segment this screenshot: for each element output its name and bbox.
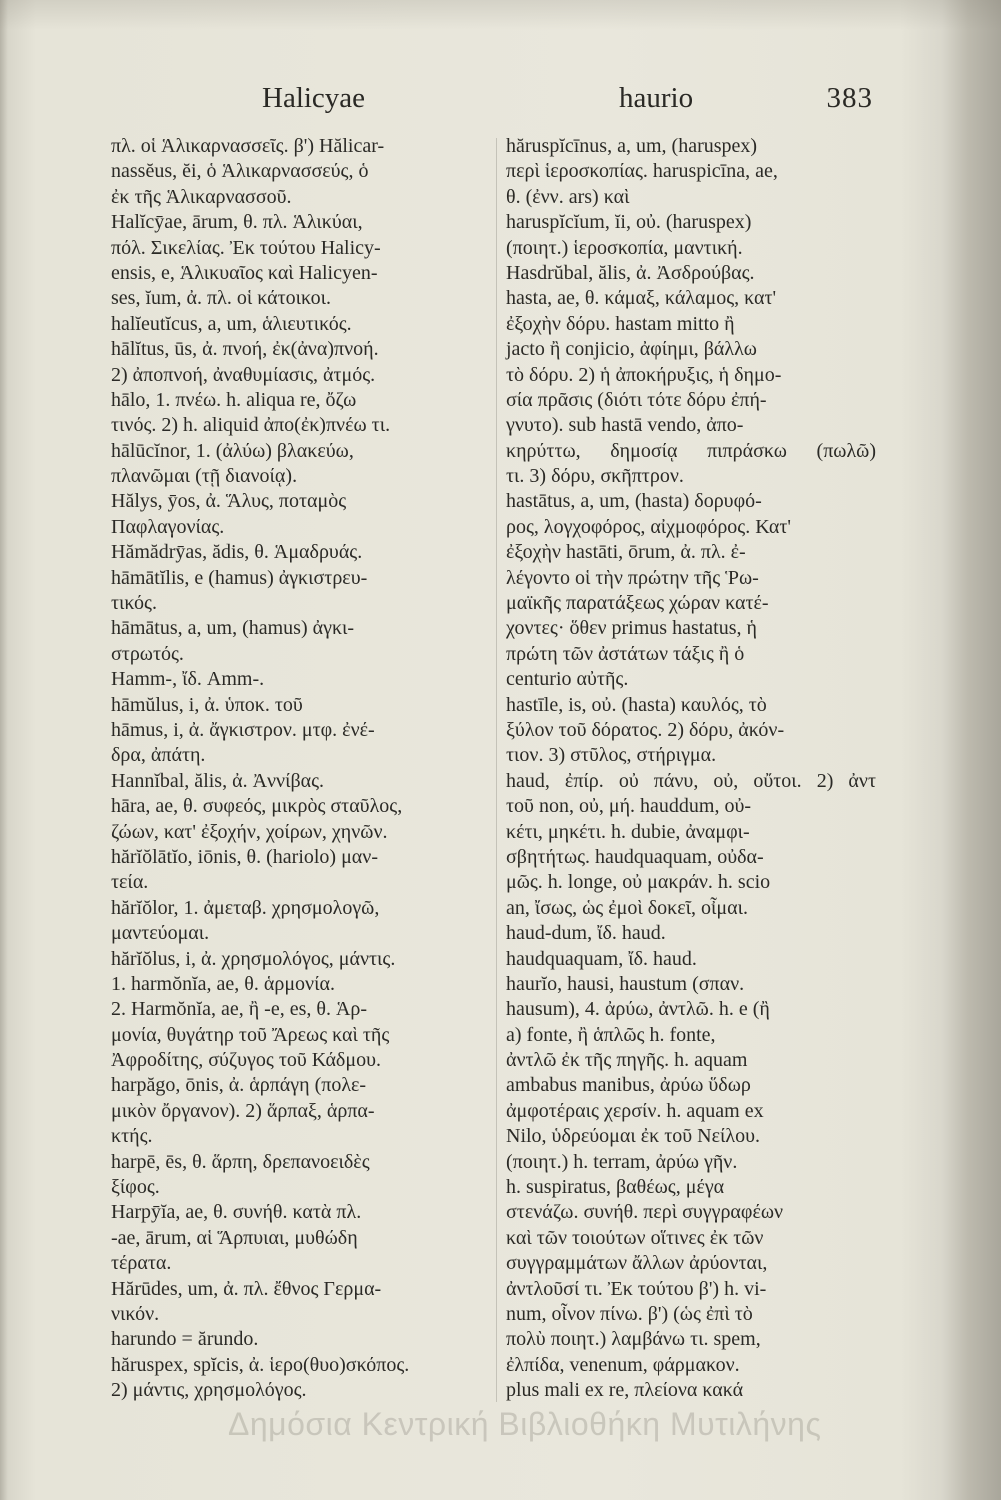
dictionary-line-text: ξίφος.: [111, 1176, 160, 1199]
dictionary-line-text: ζώων, κατ' ἐξοχήν, χοίρων, χηνῶν.: [111, 820, 388, 843]
dictionary-line: [506, 312, 876, 337]
dictionary-line: [111, 997, 487, 1022]
running-head-first-entry: Halicyae: [262, 82, 366, 114]
running-head-last-entry: haurio: [619, 82, 694, 114]
dictionary-line-text: hastātus, a, um, (hasta) δορυφό-: [506, 490, 762, 513]
dictionary-line-text: Hamm-, ἴδ. Amm-.: [111, 668, 265, 691]
dictionary-line: [111, 896, 487, 921]
dictionary-line-text: πλανῶμαι (τῇ διανοίᾳ).: [111, 465, 298, 488]
dictionary-line-text: τέρατα.: [111, 1252, 172, 1275]
dictionary-line: [506, 210, 876, 235]
dictionary-line: [506, 718, 876, 743]
dictionary-line: [111, 540, 487, 565]
dictionary-line-text: harpē, ēs, θ. ἅρπη, δρεπανοειδὲς: [111, 1150, 370, 1173]
dictionary-line-text: hărĭŏlātĭo, iōnis, θ. (hariolo) μαν-: [111, 845, 378, 868]
dictionary-line-text: μονία, θυγάτηρ τοῦ Ἄρεως καὶ τῆς: [111, 1023, 390, 1046]
dictionary-line: [111, 413, 487, 438]
dictionary-line-text: κηρύττω, δημοσίᾳ πιπράσκω (πωλῶ): [506, 439, 876, 462]
dictionary-line: [506, 566, 876, 591]
dictionary-line: [506, 1302, 876, 1327]
dictionary-line-text: h. suspiratus, βαθέως, μέγα: [506, 1176, 725, 1199]
dictionary-line: [111, 1200, 487, 1225]
dictionary-line-text: hausum), 4. ἀρύω, ἀντλῶ. h. e (ἢ: [506, 998, 770, 1021]
dictionary-line: [111, 566, 487, 591]
dictionary-line: [111, 921, 487, 946]
dictionary-line: [506, 667, 876, 692]
dictionary-line-text: hāra, ae, θ. συφεός, μικρὸς σταῦλος,: [111, 795, 403, 818]
dictionary-line: [111, 820, 487, 845]
dictionary-line: [506, 1099, 876, 1124]
dictionary-line-text: Halĭcȳae, ārum, θ. πλ. Ἁλικύαι,: [111, 211, 363, 234]
dictionary-line-text: 2) ἀποπνοή, ἀναθυμίασις, ἀτμός.: [111, 363, 376, 386]
library-watermark: Δημόσια Κεντρική Βιβλιοθήκη Μυτιλήνης: [228, 1406, 822, 1442]
dictionary-line-text: ses, ĭum, ἀ. πλ. οἱ κάτοικοι.: [111, 287, 332, 310]
dictionary-line: [111, 1327, 487, 1352]
dictionary-line: [111, 286, 487, 311]
dictionary-line: [111, 388, 487, 413]
dictionary-line: [111, 667, 487, 692]
dictionary-line-text: συγγραμμάτων ἄλλων ἀρύονται,: [506, 1252, 768, 1275]
dictionary-line: [506, 997, 876, 1022]
dictionary-line: [506, 1023, 876, 1048]
dictionary-line-text: περὶ ἱεροσκοπίας. haruspicīna, ae,: [506, 160, 778, 183]
dictionary-line-text: 2) μάντις, χρησμολόγος.: [111, 1379, 307, 1402]
dictionary-line-text: Harpȳĭa, ae, θ. συνήθ. κατὰ πλ.: [111, 1201, 362, 1224]
dictionary-line-text: Παφλαγονίας.: [111, 515, 225, 538]
dictionary-line-text: jacto ἢ conjicio, ἀφίημι, βάλλω: [506, 338, 757, 361]
dictionary-line-text: haud, ἐπίρ. οὐ πάνυ, οὐ, οὔτοι. 2) ἀντ: [506, 769, 876, 792]
dictionary-line: [111, 337, 487, 362]
dictionary-line-text: hărĭŏlus, i, ἀ. χρησμολόγος, μάντις.: [111, 947, 396, 970]
dictionary-line-text: λέγοντο οἱ τὴν πρώτην τῆς Ῥω-: [506, 566, 759, 589]
dictionary-line: [506, 642, 876, 667]
dictionary-line-text: hāmŭlus, i, ἀ. ὑποκ. τοῦ: [111, 693, 303, 716]
dictionary-line: [111, 972, 487, 997]
dictionary-line: [506, 363, 876, 388]
dictionary-line-text: ambabus manibus, ἀρύω ὕδωρ: [506, 1074, 751, 1097]
dictionary-line: [111, 947, 487, 972]
dictionary-line: [111, 1073, 487, 1098]
dictionary-line-text: a) fonte, ἢ ἁπλῶς h. fonte,: [506, 1023, 716, 1046]
dictionary-line: [506, 1124, 876, 1149]
dictionary-line: [506, 693, 876, 718]
dictionary-line-text: (ποιητ.) ἱεροσκοπία, μαντική.: [506, 236, 743, 259]
right-column: [506, 134, 876, 1404]
dictionary-line-text: -ae, ārum, αἱ Ἅρπυιαι, μυθώδη: [111, 1226, 358, 1249]
dictionary-line: [506, 769, 876, 794]
dictionary-line: [111, 1048, 487, 1073]
dictionary-line-text: hāmātus, a, um, (hamus) ἀγκι-: [111, 617, 355, 640]
dictionary-line: [506, 1175, 876, 1200]
dictionary-line: [111, 515, 487, 540]
dictionary-line-text: ensis, e, Ἁλικυαῖος καὶ Halicyen-: [111, 261, 378, 284]
dictionary-line: [111, 159, 487, 184]
dictionary-line: [506, 947, 876, 972]
dictionary-line: [111, 1226, 487, 1251]
dictionary-line-text: σβητήτως. haudquaquam, οὐδα-: [506, 845, 764, 868]
dictionary-line: [506, 1378, 876, 1403]
dictionary-line: [111, 769, 487, 794]
dictionary-line-text: hărĭŏlor, 1. ἀμεταβ. χρησμολογῶ,: [111, 896, 380, 919]
page-number: 383: [826, 82, 873, 114]
dictionary-line-text: (ποιητ.) h. terram, ἀρύω γῆν.: [506, 1150, 738, 1173]
dictionary-line: [506, 236, 876, 261]
dictionary-line-text: harpăgo, ōnis, ἀ. ἁρπάγη (πολε-: [111, 1074, 367, 1097]
dictionary-line-text: plus mali ex re, πλείονα κακά: [506, 1379, 744, 1402]
dictionary-line: [111, 616, 487, 641]
dictionary-line: [506, 159, 876, 184]
dictionary-line: [506, 261, 876, 286]
dictionary-line: [506, 1226, 876, 1251]
dictionary-line: [111, 642, 487, 667]
dictionary-line-text: haruspĭcĭum, ĭi, οὐ. (haruspex): [506, 211, 752, 234]
dictionary-line: [111, 870, 487, 895]
dictionary-line: [506, 388, 876, 413]
dictionary-line-text: τινός. 2) h. aliquid ἀπο(ἐκ)πνέω τι.: [111, 414, 391, 437]
dictionary-line-text: hālĭtus, ūs, ἀ. πνοή, ἐκ(ἀνα)πνοή.: [111, 338, 379, 361]
dictionary-line: [506, 794, 876, 819]
dictionary-line-text: πλ. οἱ Ἁλικαρνασσεῖς. β') Hălicar-: [111, 135, 385, 157]
dictionary-line: [506, 820, 876, 845]
dictionary-line: [506, 1150, 876, 1175]
dictionary-line-text: 1. harmŏnĭa, ae, θ. ἁρμονία.: [111, 972, 335, 995]
dictionary-line-text: ἐκ τῆς Ἁλικαρνασσοῦ.: [111, 185, 292, 208]
dictionary-line: [111, 845, 487, 870]
dictionary-line-text: Hălys, ȳos, ἀ. Ἅλυς, ποταμὸς: [111, 490, 347, 513]
dictionary-line: [506, 337, 876, 362]
dictionary-line: [111, 743, 487, 768]
dictionary-line: [506, 921, 876, 946]
dictionary-line: [111, 363, 487, 388]
dictionary-line-text: ἀντλῶ ἐκ τῆς πηγῆς. h. aquam: [506, 1049, 748, 1072]
dictionary-line: [111, 236, 487, 261]
dictionary-line: [111, 1302, 487, 1327]
dictionary-line-text: hālūcĭnor, 1. (ἀλύω) βλακεύω,: [111, 439, 354, 462]
dictionary-line-text: σία πρᾶσις (διότι τότε δόρυ ἐπή-: [506, 388, 767, 411]
dictionary-line-text: hāmus, i, ἀ. ἄγκιστρον. μτφ. ἐνέ-: [111, 718, 375, 741]
dictionary-line-text: haudquaquam, ἴδ. haud.: [506, 947, 697, 970]
dictionary-line-text: μῶς. h. longe, οὐ μακράν. h. scio: [506, 871, 771, 894]
dictionary-line: [111, 210, 487, 235]
dictionary-line-text: hastīle, is, οὐ. (hasta) καυλός, τὸ: [506, 693, 767, 716]
dictionary-line: [111, 1150, 487, 1175]
dictionary-line-text: δρα, ἀπάτη.: [111, 744, 206, 767]
dictionary-line: [506, 591, 876, 616]
dictionary-line: [111, 1124, 487, 1149]
dictionary-line-text: τεία.: [111, 871, 149, 894]
dictionary-line: [111, 1277, 487, 1302]
dictionary-line-text: τικός.: [111, 592, 157, 615]
dictionary-line-text: Ἀφροδίτης, σύζυγος τοῦ Κάδμου.: [111, 1049, 381, 1072]
dictionary-line: [506, 1327, 876, 1352]
dictionary-line-text: Hannĭbal, ălis, ἀ. Ἀννίβας.: [111, 769, 325, 792]
dictionary-line: [506, 439, 876, 464]
dictionary-line-text: hăruspĭcīnus, a, um, (haruspex): [506, 135, 758, 157]
dictionary-line: [111, 1023, 487, 1048]
dictionary-line: [506, 1251, 876, 1276]
dictionary-line: [111, 464, 487, 489]
dictionary-line: [506, 413, 876, 438]
dictionary-line: [111, 439, 487, 464]
dictionary-line-text: ἐξοχὴν δόρυ. hastam mitto ἢ: [506, 312, 735, 335]
dictionary-line-text: harundo = ărundo.: [111, 1328, 259, 1351]
dictionary-line: [506, 134, 876, 159]
dictionary-line: [506, 540, 876, 565]
dictionary-line-text: hāmātĭlis, e (hamus) ἀγκιστρευ-: [111, 566, 368, 589]
dictionary-line: [506, 1277, 876, 1302]
dictionary-line-text: νικόν.: [111, 1302, 160, 1325]
dictionary-line-text: ἐλπίδα, venenum, φάρμακον.: [506, 1353, 740, 1376]
dictionary-line-text: ξύλον τοῦ δόρατος. 2) δόρυ, ἀκόν-: [506, 718, 785, 741]
dictionary-line-text: κτής.: [111, 1125, 153, 1148]
dictionary-line: [506, 1073, 876, 1098]
dictionary-line: [506, 489, 876, 514]
column-divider: [496, 138, 497, 1402]
dictionary-line-text: haurĭo, hausi, haustum (σπαν.: [506, 972, 745, 995]
dictionary-line-text: κέτι, μηκέτι. h. dubie, ἀναμφι-: [506, 820, 750, 843]
dictionary-line-text: καὶ τῶν τοιούτων οἵτινες ἐκ τῶν: [506, 1226, 764, 1249]
dictionary-line: [111, 693, 487, 718]
dictionary-line: [506, 845, 876, 870]
dictionary-line: [506, 515, 876, 540]
dictionary-line: [111, 1175, 487, 1200]
dictionary-line-text: πρώτη τῶν ἀστάτων τάξις ἢ ὁ: [506, 642, 745, 665]
dictionary-line: [506, 972, 876, 997]
dictionary-line-text: ἀντλοῦσί τι. Ἐκ τούτου β') h. vi-: [506, 1277, 767, 1300]
dictionary-line: [506, 1048, 876, 1073]
dictionary-line-text: μαϊκῆς παρατάξεως χώραν κατέ-: [506, 592, 769, 615]
dictionary-line-text: πόλ. Σικελίας. Ἐκ τούτου Halicy-: [111, 236, 381, 259]
dictionary-line-text: 2. Harmŏnĭa, ae, ἢ -e, es, θ. Ἁρ-: [111, 998, 368, 1021]
dictionary-line: [506, 1353, 876, 1378]
dictionary-line: [111, 1099, 487, 1124]
dictionary-line-text: μικὸν ὄργανον). 2) ἅρπαξ, ἁρπα-: [111, 1099, 375, 1122]
dictionary-line: [111, 1378, 487, 1403]
dictionary-line-text: τοῦ non, οὐ, μή. hauddum, οὐ-: [506, 795, 752, 818]
dictionary-line-text: θ. (ἐνν. ars) καὶ: [506, 185, 630, 208]
dictionary-line: [506, 743, 876, 768]
dictionary-line: [506, 185, 876, 210]
dictionary-line-text: Hămădrȳas, ădis, θ. Ἁμαδρυάς.: [111, 541, 363, 564]
dictionary-line-text: τι. 3) δόρυ, σκῆπτρον.: [506, 465, 684, 488]
dictionary-line-text: halĭeutĭcus, a, um, ἁλιευτικός.: [111, 312, 352, 335]
dictionary-line-text: an, ἴσως, ὡς ἐμοὶ δοκεῖ, οἶμαι.: [506, 896, 748, 919]
dictionary-line-text: centurio αὐτῆς.: [506, 668, 629, 691]
left-column: [111, 134, 487, 1404]
dictionary-line-text: Nilo, ὑδρεύομαι ἐκ τοῦ Νείλου.: [506, 1125, 760, 1148]
dictionary-line-text: ἀμφοτέραις χερσίν. h. aquam ex: [506, 1099, 764, 1122]
dictionary-line-text: Hărūdes, um, ἀ. πλ. ἔθνος Γερμα-: [111, 1277, 382, 1300]
dictionary-line-text: nassĕus, ĕi, ὁ Ἁλικαρνασσεύς, ὁ: [111, 160, 369, 183]
dictionary-line: [111, 1251, 487, 1276]
dictionary-line-text: γνυτο). sub hastā vendo, ἀπο-: [506, 414, 744, 437]
dictionary-line: [506, 896, 876, 921]
dictionary-line: [506, 616, 876, 641]
dictionary-line: [111, 312, 487, 337]
dictionary-line-text: πολὺ ποιητ.) λαμβάνω τι. spem,: [506, 1328, 761, 1351]
dictionary-line-text: χοντες· ὅθεν primus hastatus, ἡ: [506, 617, 757, 640]
dictionary-line-text: τιον. 3) στῦλος, στήριγμα.: [506, 744, 717, 767]
dictionary-line: [506, 870, 876, 895]
dictionary-line: [111, 718, 487, 743]
dictionary-line-text: στενάζω. συνήθ. περὶ συγγραφέων: [506, 1201, 784, 1224]
dictionary-line-text: hālo, 1. πνέω. h. aliqua re, ὄζω: [111, 388, 357, 411]
dictionary-line-text: ρος, λογχοφόρος, αἰχμοφόρος. Κατ': [506, 515, 792, 538]
dictionary-line: [506, 1200, 876, 1225]
dictionary-line: [506, 464, 876, 489]
dictionary-line: [506, 286, 876, 311]
dictionary-line: [111, 134, 487, 159]
dictionary-line: [111, 261, 487, 286]
dictionary-line-text: στρωτός.: [111, 642, 184, 665]
dictionary-line: [111, 185, 487, 210]
dictionary-line: [111, 1353, 487, 1378]
dictionary-line: [111, 591, 487, 616]
dictionary-line-text: hăruspex, spĭcis, ἀ. ἱερο(θυο)σκόπος.: [111, 1353, 410, 1376]
dictionary-line-text: ἐξοχὴν hastāti, ōrum, ἀ. πλ. ἐ-: [506, 541, 746, 564]
dictionary-line-text: haud-dum, ἴδ. haud.: [506, 922, 666, 945]
dictionary-line-text: Hasdrŭbal, ălis, ἀ. Ἀσδρούβας.: [506, 261, 755, 284]
dictionary-line: [111, 794, 487, 819]
dictionary-line-text: τὸ δόρυ. 2) ἡ ἀποκήρυξις, ἡ δημο-: [506, 363, 782, 386]
dictionary-line-text: hasta, ae, θ. κάμαξ, κάλαμος, κατ': [506, 287, 777, 310]
dictionary-line: [111, 489, 487, 514]
dictionary-line-text: num, οἶνον πίνω. β') (ὡς ἐπὶ τὸ: [506, 1302, 753, 1325]
dictionary-line-text: μαντεύομαι.: [111, 922, 210, 945]
